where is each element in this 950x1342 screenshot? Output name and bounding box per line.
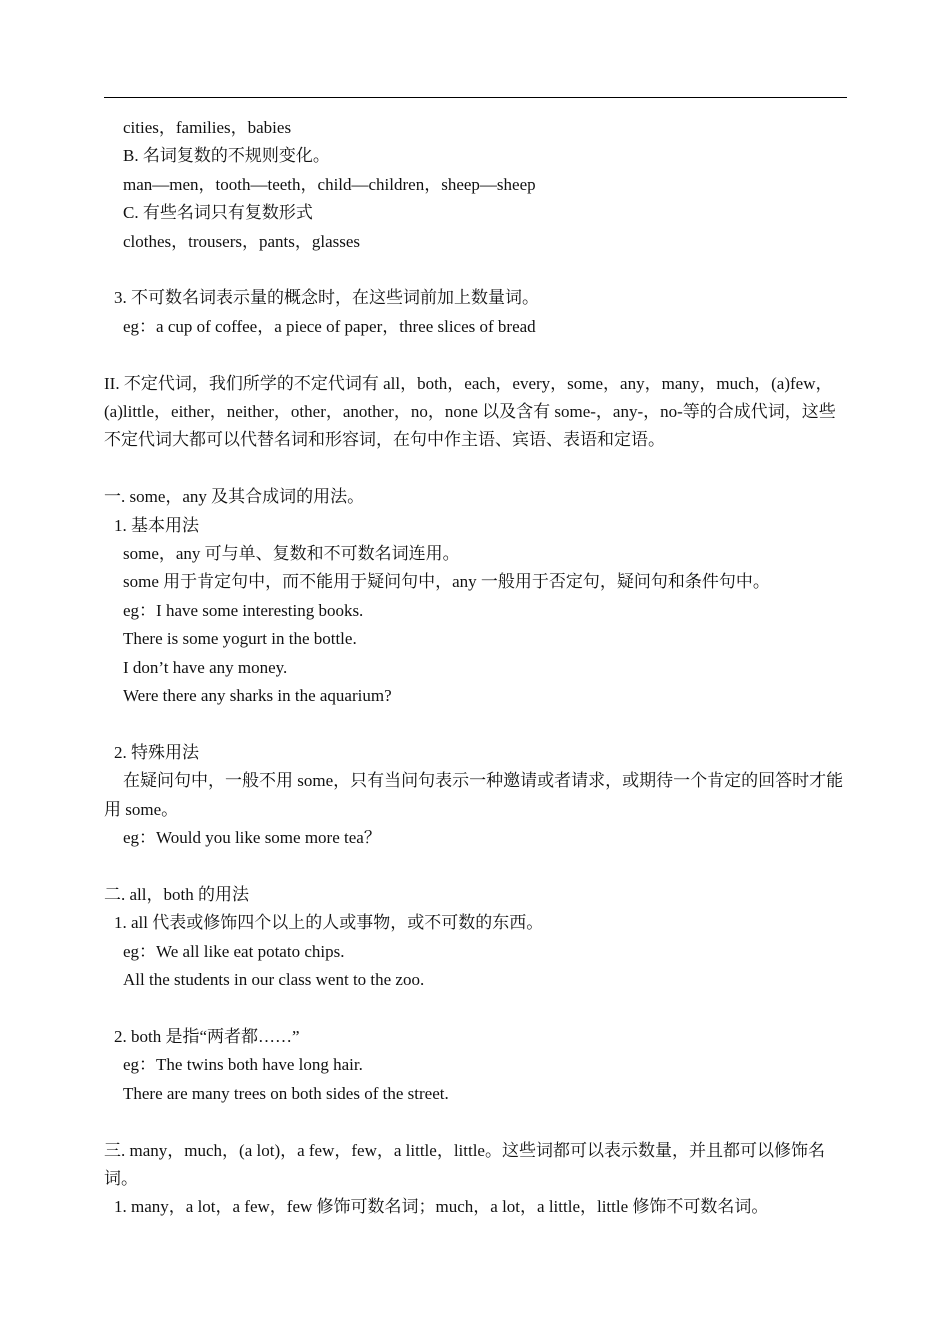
header-rule [104, 97, 847, 98]
example-line: eg：We all like eat potato chips. [123, 941, 345, 961]
text-paragraph: 在疑问句中，一般不用 some，只有当问句表示一种邀请或者请求，或期待一个肯定的回答时才能用 some。 [104, 771, 844, 819]
section-heading: 一. some，any 及其合成词的用法。 [104, 487, 365, 507]
text-line: man—men，tooth—teeth，child—children，sheep—sheep [123, 174, 536, 194]
example-line: There is some yogurt in the bottle. [123, 629, 357, 649]
example-line: I don’t have any money. [123, 657, 288, 677]
example-line: All the students in our class went to the zoo. [123, 970, 425, 990]
example-line: eg：a cup of coffee，a piece of paper，three slices of bread [123, 316, 536, 336]
subsection-heading: 2. 特殊用法 [114, 742, 199, 762]
numbered-item: 1. all 代表或修饰四个以上的人或事物，或不可数的东西。 [114, 913, 544, 933]
numbered-item: 2. both 是指“两者都……” [114, 1026, 300, 1046]
text-line: clothes，trousers，pants，glasses [123, 231, 361, 251]
section-paragraph: 三. many，much，(a lot)，a few，few，a little，little。这些词都可以表示数量，并且都可以修饰名词。 [104, 1140, 825, 1188]
document-body [104, 114, 849, 1222]
section-heading: 二. all，both 的用法 [104, 884, 249, 904]
text-line: C. 有些名词只有复数形式 [123, 203, 313, 223]
section-paragraph: II. 不定代词，我们所学的不定代词有 all，both，each，every，some，any，many，much，(a)few，(a)little，either，neither，other，another，no，none 以及含有 some-，any-，no-等的合成代词，这些不定代词大都可以代替名词和形容词，在句中作主语、宾语、表语和定语。 [104, 373, 836, 450]
text-line: cities，families，babies [123, 118, 292, 137]
example-line: Were there any sharks in the aquarium? [123, 686, 392, 706]
example-line: eg：I have some interesting books. [123, 600, 364, 620]
example-line: There are many trees on both sides of the street. [123, 1083, 449, 1103]
text-line: B. 名词复数的不规则变化。 [123, 146, 330, 166]
subsection-heading: 1. 基本用法 [114, 515, 199, 535]
example-line: eg：Would you like some more tea？ [123, 828, 381, 848]
numbered-item: 3. 不可数名词表示量的概念时，在这些词前加上数量词。 [114, 288, 539, 308]
example-line: eg：The twins both have long hair. [123, 1055, 363, 1075]
text-line: some 用于肯定句中，而不能用于疑问句中，any 一般用于否定句，疑问句和条件句中。 [123, 572, 770, 592]
numbered-item: 1. many，a lot，a few，few 修饰可数名词；much，a lot，a little，little 修饰不可数名词。 [114, 1197, 769, 1217]
text-line: some，any 可与单、复数和不可数名词连用。 [123, 544, 460, 564]
